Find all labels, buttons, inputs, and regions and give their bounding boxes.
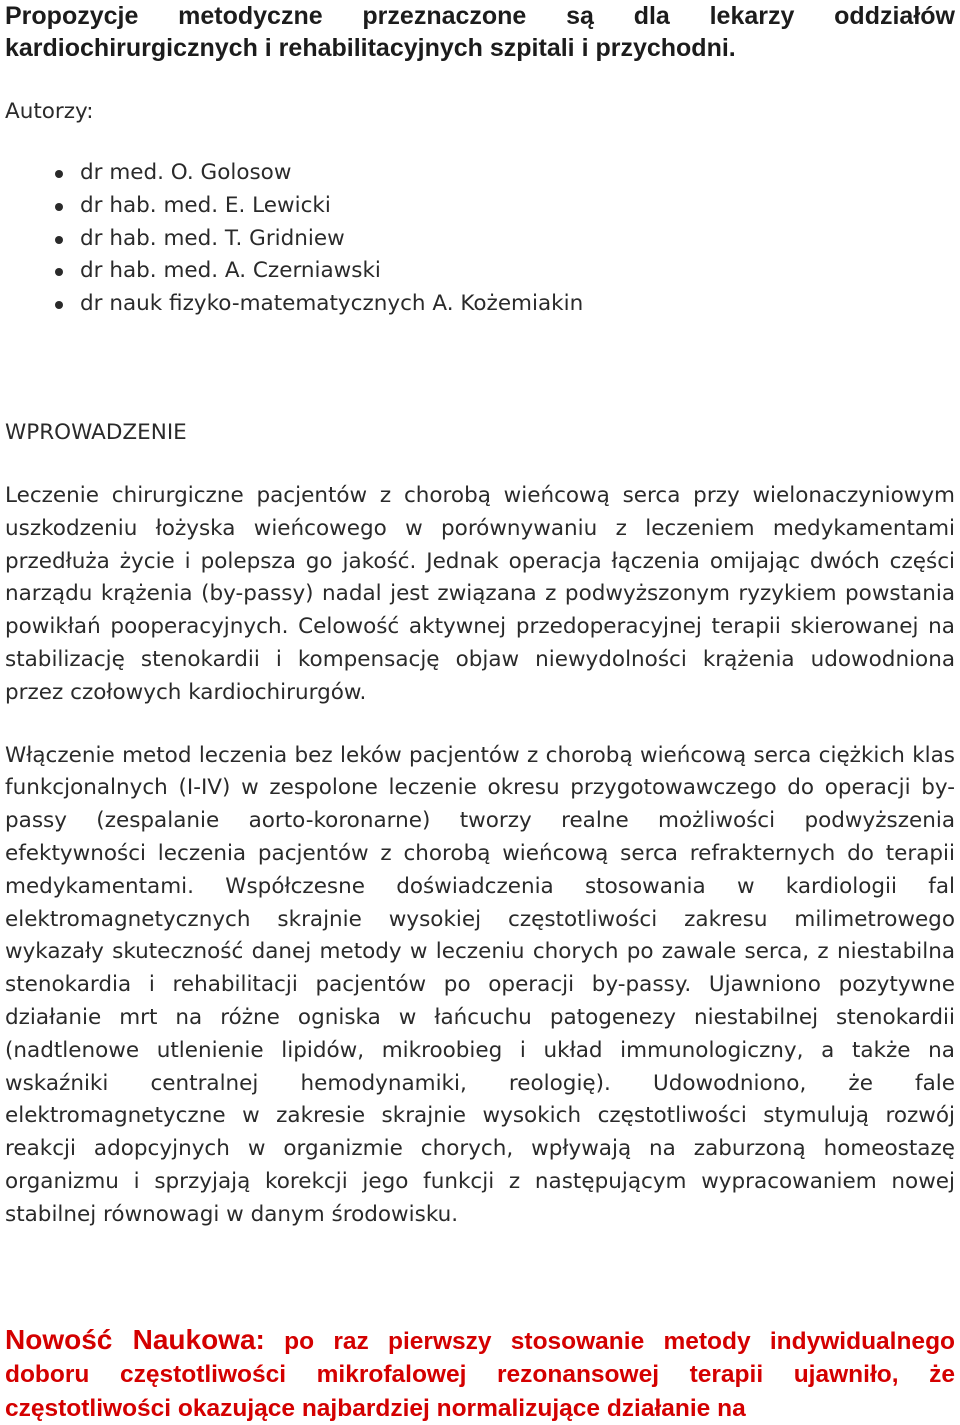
body-paragraph: Włączenie metod leczenia bez leków pacjentów z chorobą wieńcową serca ciężkich klas funkcjonalnych (I-IV) w zespolone leczenie okresu przygotowawczego do operacji by-passy (zespalanie aorto-koronarne) tworzy realne możliwości podwyższenia efektywności leczenia pacjentów z chorobą wieńcową serca refrakternych do terapii medykamentami. Współczesne doświadczenia stosowania w kardiologii fal elektromagnetycznych skrajnie wysokiej częstotliwości zakresu milimetrowego wykazały skuteczność danej metody w leczeniu chorych po zawale serca, z niestabilna stenokardia i rehabilitacji pacjentów po operacji by-passy. Ujawniono pozytywne działanie mrt na różne ogniska w łańcuchu patogenezy niestabilnej stenokardii (nadtlenowe utlenienie lipidów, mikroobieg i układ immunologiczny, a także na wskaźniki centralnej hemodynamiki, reologię). Udowodniono, że fale elektromagnetyczne w zakresie skrajnie wysokich częstotliwości stymulują rozwój reakcji adopcyjnych w organizmie chorych, wpływają na zaburzoną homeostazę organizmu i sprzyjają korekcji jego funkcji z następującym wypracowaniem nowej stabilnej równowagi w danym środowisku. [5, 742, 955, 1227]
bullet-icon [55, 170, 63, 178]
author-item [5, 157, 955, 190]
section-heading: WPROWADZENIE [5, 419, 187, 445]
novelty-paragraph [5, 1323, 955, 1425]
document-page [5, 0, 955, 1425]
novelty-text: po raz pierwszy stosowanie metody indywidualnego doboru częstotliwości mikrofalowej rezonansowej terapii ujawniło, że częstotliwości okazujące najbardziej normalizujące działanie na [5, 1327, 955, 1422]
bullet-icon [55, 236, 63, 244]
author-item [5, 190, 955, 223]
bullet-icon [55, 301, 63, 309]
author-item [5, 288, 955, 321]
authors-label: Autorzy: [5, 99, 94, 124]
author-item [5, 223, 955, 256]
novelty-label: Nowość Naukowa: [5, 1323, 265, 1355]
author-name: dr hab. med. T. Gridniew [80, 225, 345, 251]
author-name: dr med. O. Golosow [80, 160, 292, 185]
body-paragraph: Leczenie chirurgiczne pacjentów z chorobą wieńcową serca przy wielonaczyniowym uszkodzeniu łożyska wieńcowego w porównywaniu z leczeniem medykamentami przedłuża życie i polepsza go jakość. Jednak operacja łączenia omijając dwóch części narządu krążenia (by-passy) nadal jest związana z podwyższonym ryzykiem powstania powikłań pooperacyjnych. Celowość aktywnej przedoperacyjnej terapii skierowanej na stabilizację stenokardii i kompensację objaw niewydolności krążenia udowodniona przez czołowych kardiochirurgów. [5, 482, 955, 705]
author-name: dr hab. med. E. Lewicki [80, 192, 331, 218]
author-item [5, 255, 955, 288]
document-title: Propozycje metodyczne przeznaczone są dla lekarzy oddziałów kardiochirurgicznych i rehabilitacyjnych szpitali i przychodni. [5, 2, 955, 62]
author-name: dr hab. med. A. Czerniawski [80, 258, 381, 284]
bullet-icon [55, 203, 63, 211]
author-name: dr nauk fizyko-matematycznych A. Kożemiakin [80, 291, 584, 317]
authors-list [5, 157, 955, 321]
bullet-icon [55, 268, 63, 276]
